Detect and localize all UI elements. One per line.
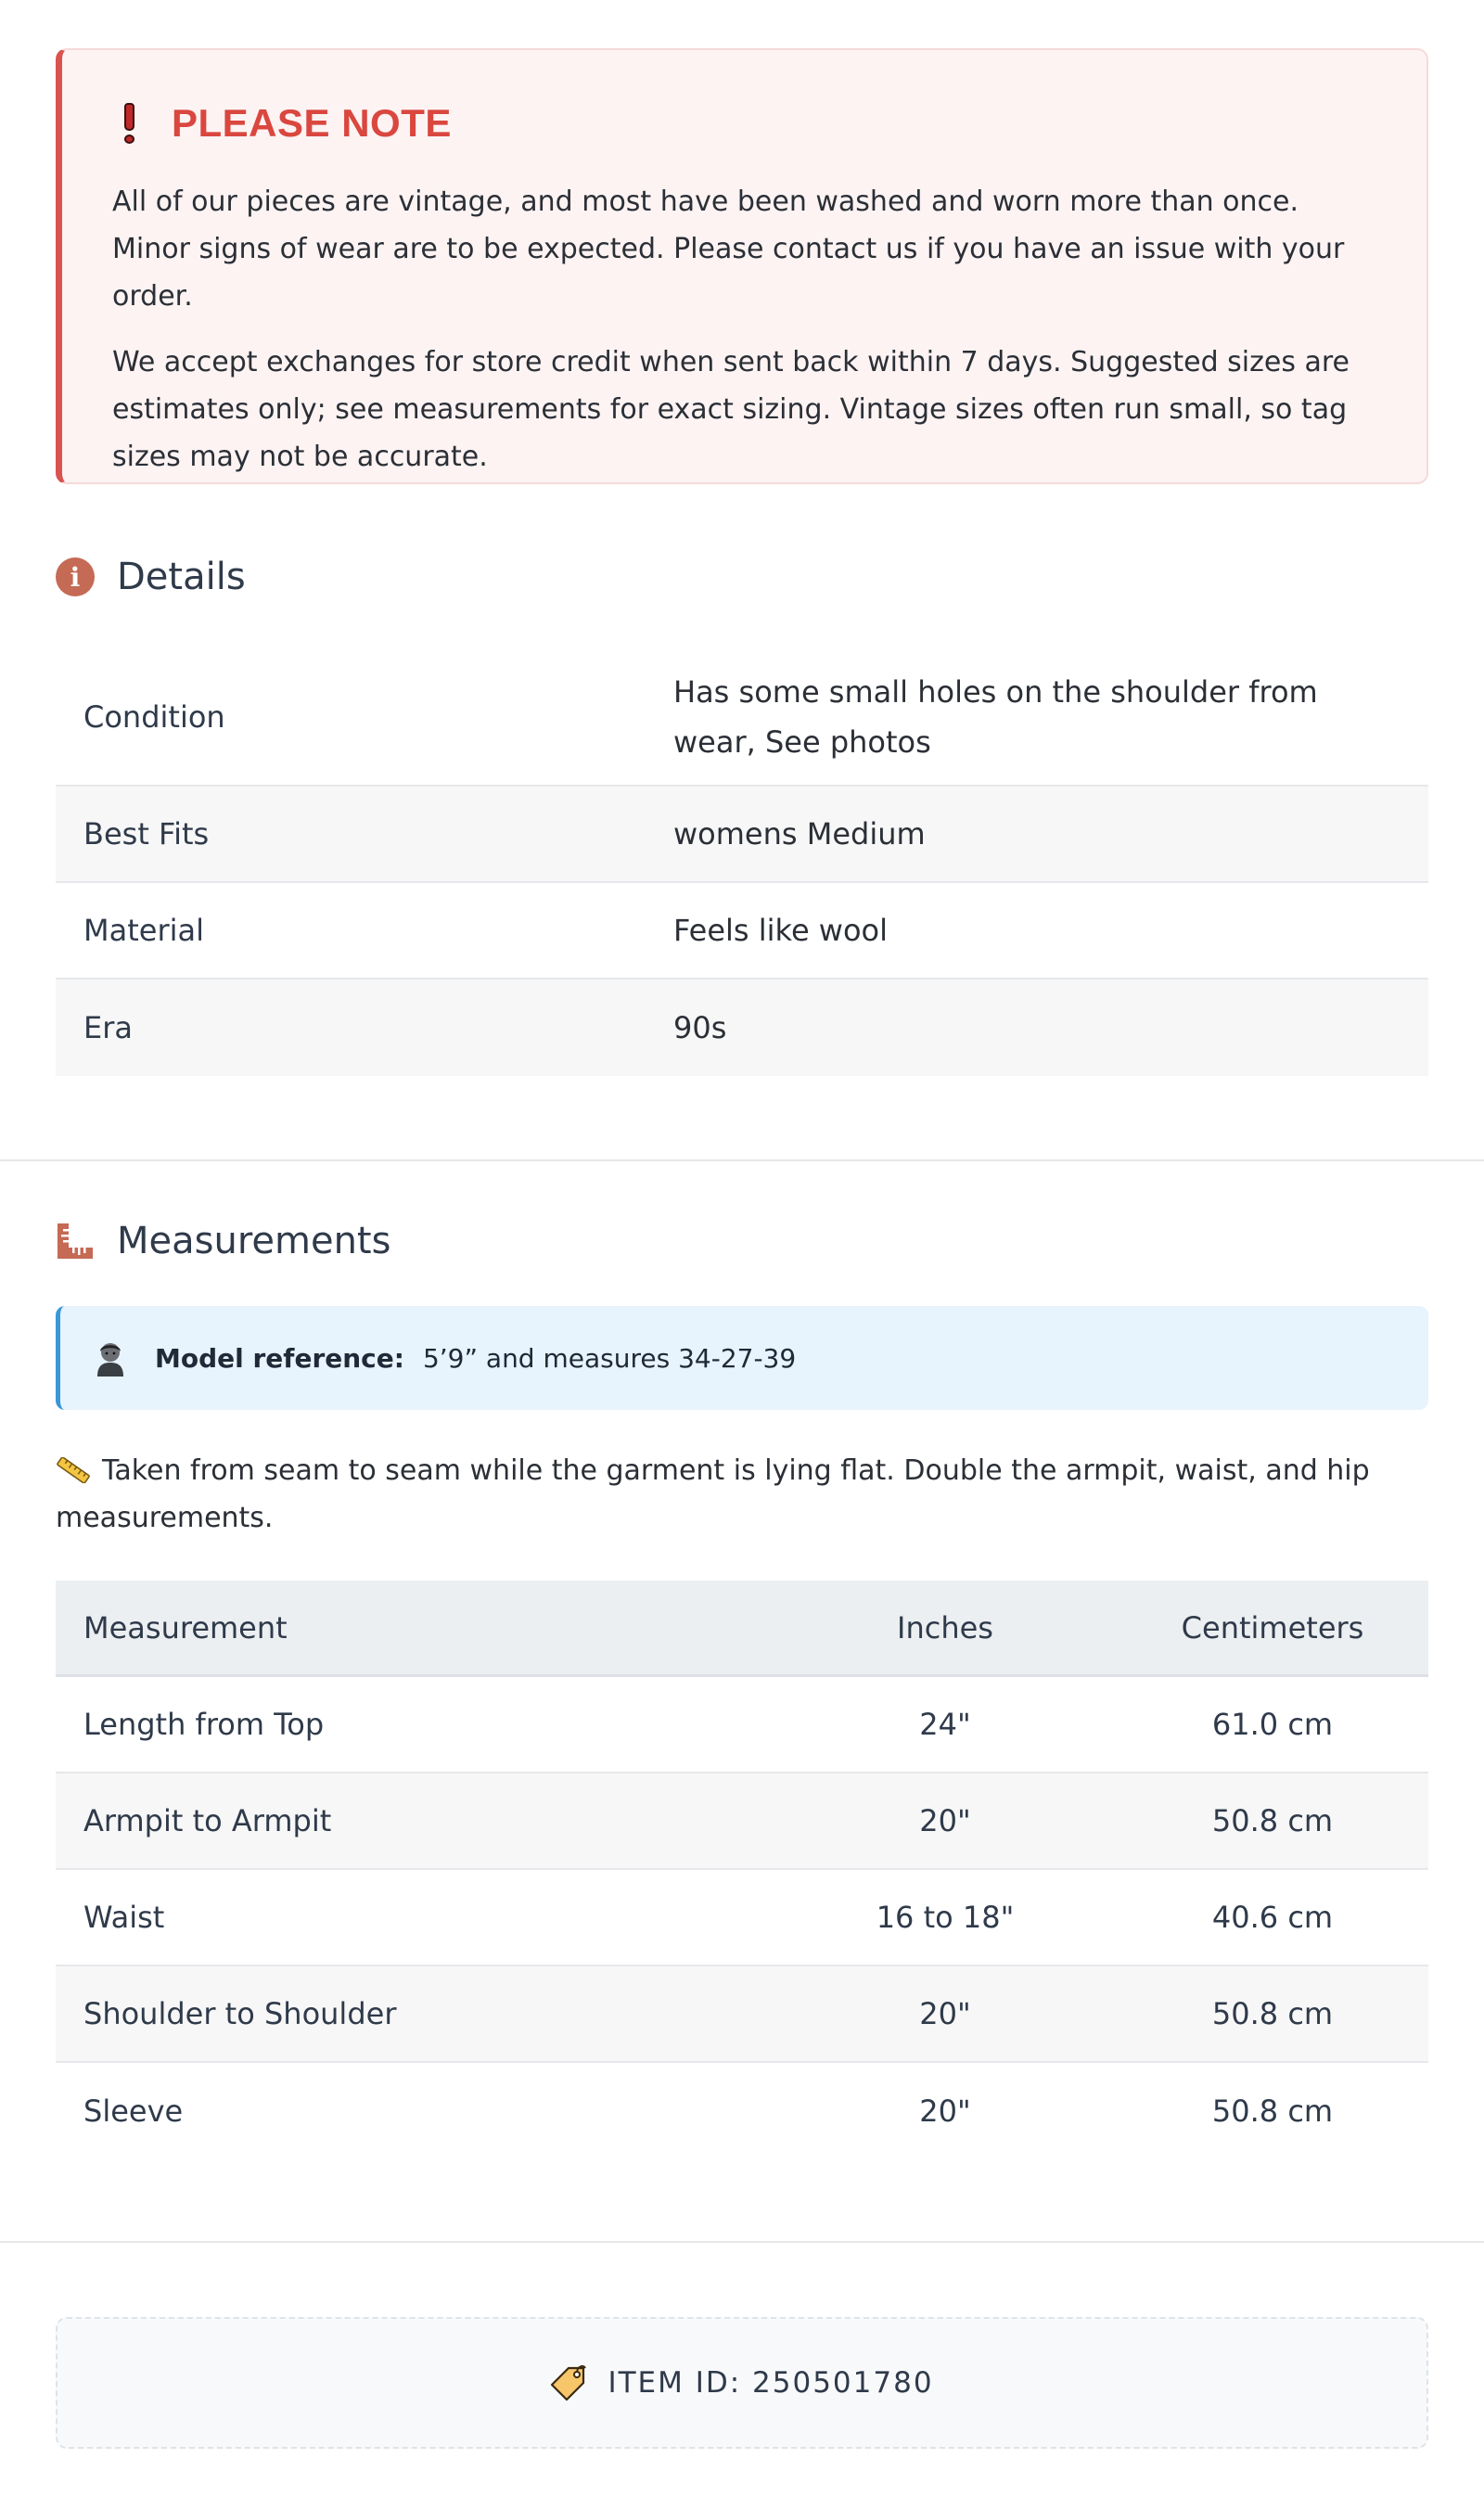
measurement-cm: 40.6 cm bbox=[1211, 1900, 1334, 1935]
item-id-text: ITEM ID: 250501780 bbox=[608, 2366, 934, 2400]
person-icon bbox=[94, 1339, 127, 1377]
table-row bbox=[56, 1774, 1428, 1870]
section-divider bbox=[0, 2241, 1484, 2243]
please-note-header bbox=[112, 100, 1378, 147]
measurement-note bbox=[56, 1447, 1428, 1542]
details-title: Details bbox=[117, 556, 246, 598]
details-label: Best Fits bbox=[83, 816, 210, 852]
tag-icon bbox=[550, 2364, 587, 2401]
measurement-cm: 50.8 cm bbox=[1211, 2094, 1334, 2129]
notice-paragraph-2: We accept exchanges for store credit when sent back within 7 days. Suggested sizes are estimates only; see measurements for exact sizing. Vintage sizes often run small, so tag sizes may not be accurate. bbox=[112, 346, 1350, 473]
details-table bbox=[56, 649, 1428, 1076]
exclamation-icon bbox=[116, 102, 142, 145]
model-reference-value: 5’9” and measures 34-27-39 bbox=[422, 1342, 797, 1374]
info-icon: i bbox=[56, 557, 95, 596]
measurement-name: Sleeve bbox=[83, 2094, 184, 2129]
table-row bbox=[56, 2063, 1428, 2159]
details-row-material bbox=[56, 883, 1428, 980]
details-label: Era bbox=[83, 1010, 133, 1045]
measurement-name: Armpit to Armpit bbox=[83, 1803, 332, 1838]
column-header-inches: Inches bbox=[897, 1609, 993, 1645]
ruler-pencil-icon bbox=[56, 1457, 91, 1483]
measurement-inches: 20" bbox=[919, 2094, 971, 2129]
details-row-condition bbox=[56, 649, 1428, 787]
measurement-inches: 16 to 18" bbox=[876, 1900, 1015, 1935]
measurement-cm: 61.0 cm bbox=[1211, 1707, 1334, 1742]
column-header-measurement: Measurement bbox=[83, 1609, 288, 1645]
model-reference-box bbox=[56, 1306, 1428, 1410]
table-row bbox=[56, 1677, 1428, 1774]
details-row-era bbox=[56, 980, 1428, 1076]
item-id-box bbox=[56, 2317, 1428, 2449]
measurement-inches: 20" bbox=[919, 1803, 971, 1838]
model-reference-label: Model reference: bbox=[155, 1342, 404, 1374]
details-value: womens Medium bbox=[673, 816, 926, 852]
measurement-inches: 24" bbox=[919, 1707, 971, 1742]
measurements-title: Measurements bbox=[117, 1220, 391, 1262]
details-label: Material bbox=[83, 913, 204, 948]
measurement-inches: 20" bbox=[919, 1996, 971, 2031]
section-divider bbox=[0, 1159, 1484, 1161]
please-note-title: PLEASE NOTE bbox=[172, 101, 452, 145]
measurement-cm: 50.8 cm bbox=[1211, 1803, 1334, 1838]
please-note-panel bbox=[56, 48, 1428, 484]
details-row-best-fits bbox=[56, 787, 1428, 883]
measurement-note-text: Taken from seam to seam while the garment is lying flat. Double the armpit, waist, and hip measurements. bbox=[56, 1454, 1370, 1534]
table-row bbox=[56, 1870, 1428, 1966]
measurements-header bbox=[56, 1213, 1428, 1269]
details-header bbox=[56, 549, 1428, 605]
details-value: 90s bbox=[673, 1010, 727, 1045]
ruler-icon bbox=[56, 1222, 95, 1261]
details-value: Feels like wool bbox=[673, 913, 889, 948]
notice-paragraph-1: All of our pieces are vintage, and most have been washed and worn more than once. Minor signs of wear are to be expected. Please contact us if you have an issue with your order. bbox=[112, 186, 1345, 313]
table-row bbox=[56, 1966, 1428, 2063]
measurement-cm: 50.8 cm bbox=[1211, 1996, 1334, 2031]
measurement-name: Shoulder to Shoulder bbox=[83, 1996, 397, 2031]
details-value: Has some small holes on the shoulder from wear, See photos bbox=[673, 674, 1318, 760]
details-label: Condition bbox=[83, 699, 225, 735]
measurement-name: Length from Top bbox=[83, 1707, 325, 1742]
measurements-table bbox=[56, 1581, 1428, 2159]
column-header-centimeters: Centimeters bbox=[1181, 1609, 1364, 1645]
table-header-row bbox=[56, 1581, 1428, 1677]
measurement-name: Waist bbox=[83, 1900, 165, 1935]
